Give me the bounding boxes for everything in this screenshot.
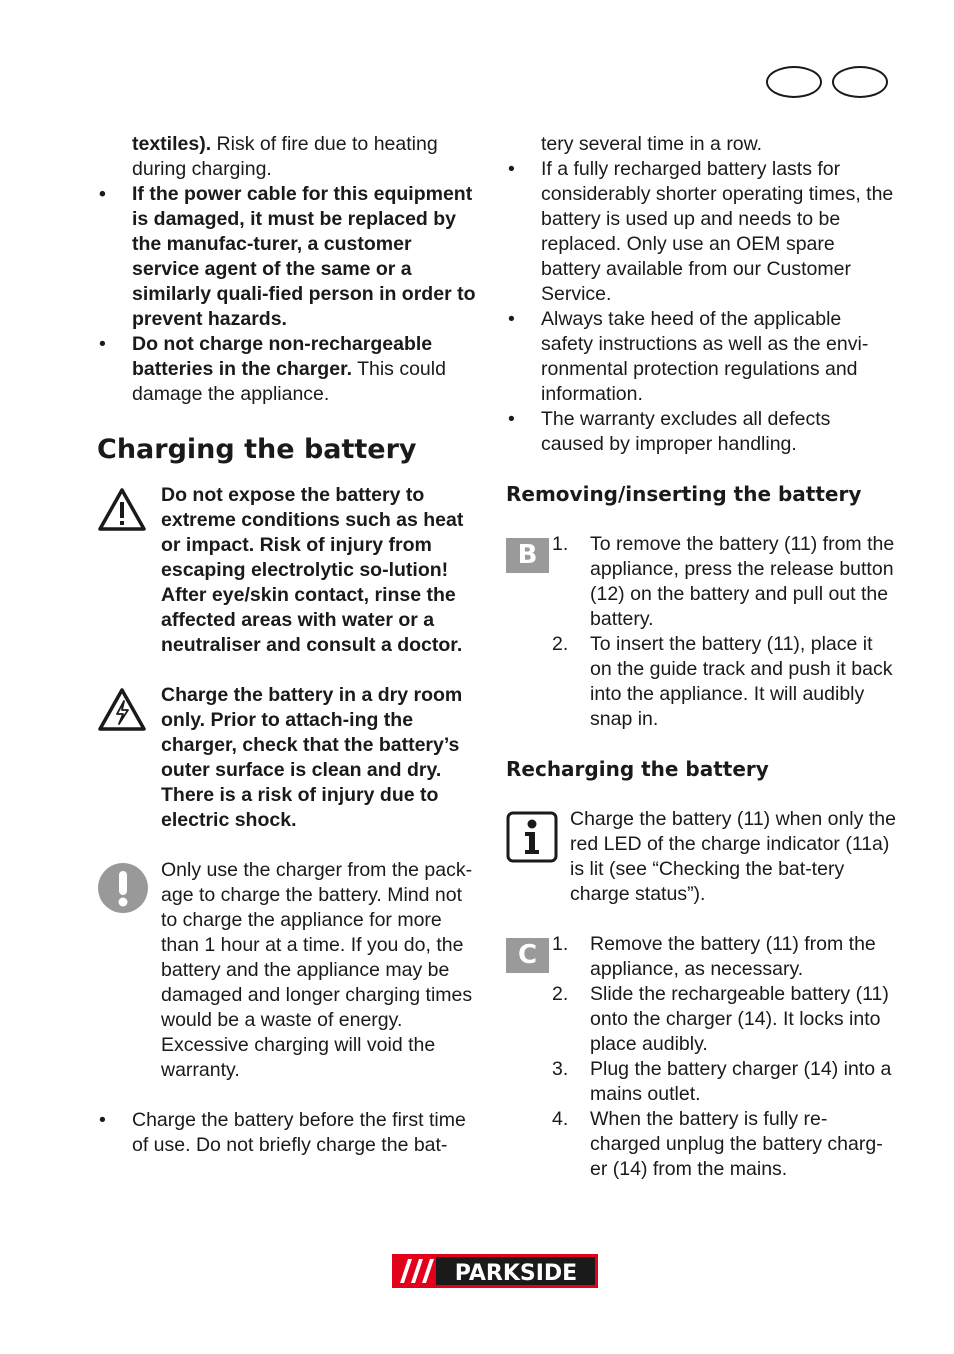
step-c1: 1. Remove the battery (11) from the appliance, as necessary. [552, 933, 876, 980]
bullet-power-cable: • If the power cable for this equipment is damaged, it must be replaced by the manufac-turer, a customer service agent of the same or a similarly quali-fied person in order to prevent hazards. [97, 182, 482, 332]
note-block-charger: Only use the charger from the pack-age to charge the battery. Mind not to charge the appliance for more than 1 hour at a time. If you do, the battery and the appliance may be damaged and longer charging times would be a waste of energy. Excessive charging will void the warranty. [97, 858, 482, 1083]
bullet-safety: • Always take heed of the applicable safety instructions as well as the envi-ronmental protection regulations and information. [506, 307, 896, 407]
steps-b [506, 532, 896, 732]
parkside-logo [392, 1254, 598, 1288]
step-c4: 4. When the battery is fully re-charged unplug the battery charg-er (14) from the mains. [552, 1108, 883, 1180]
info-icon [506, 811, 558, 868]
subheading-removing: Removing/inserting the battery [506, 482, 862, 506]
left-column [97, 132, 482, 1158]
continued-text-right: tery several time in a row. [541, 133, 763, 155]
language-oval-left [766, 66, 822, 98]
bullet-first-time: • Charge the battery before the first time of use. Do not briefly charge the bat- [97, 1108, 482, 1158]
continued-text: textiles). Risk of fire due to heating during charging. [132, 133, 438, 180]
step-c3: 3. Plug the battery charger (14) into a mains outlet. [552, 1058, 892, 1105]
section-heading: Charging the battery [97, 434, 417, 465]
electric-shock-icon [97, 687, 147, 738]
figure-tag-b: B [506, 538, 549, 573]
step-c2: 2. Slide the rechargeable battery (11) onto the charger (14). It locks into place audibly. [552, 983, 889, 1055]
steps-c [506, 932, 896, 1182]
bullet-battery-life: • If a fully recharged battery lasts for considerably shorter operating times, the battery is used up and needs to be replaced. Only use an OEM spare battery available from our Customer Service. [506, 157, 896, 307]
step-b2: 2. To insert the battery (11), place it on the guide track and push it back into the appliance. It will audibly snap in. [552, 633, 893, 730]
language-oval-right [832, 66, 888, 98]
warning-triangle-icon [97, 487, 147, 538]
bullet-warranty: • The warranty excludes all defects caused by improper handling. [506, 407, 896, 457]
warning-block-electric: Charge the battery in a dry room only. Prior to attach-ing the charger, check that the battery’s outer surface is clean and dry. There is a risk of injury due to electric shock. [97, 683, 482, 833]
step-b1: 1. To remove the battery (11) from the appliance, press the release button (12) on the battery and pull out the battery. [552, 533, 895, 630]
warning-block-extreme: Do not expose the battery to extreme conditions such as heat or impact. Risk of injury from escaping electrolytic so-lution! After eye/skin contact, rinse the affected areas with water or a neutraliser and consult a doctor. [97, 483, 482, 658]
subheading-recharging: Recharging the battery [506, 757, 769, 781]
figure-tag-c: C [506, 938, 549, 973]
exclamation-circle-icon [97, 862, 149, 919]
right-column [506, 132, 896, 1182]
logo-text: PARKSIDE [454, 1261, 578, 1286]
info-block: Charge the battery (11) when only the red LED of the charge indicator (11a) is lit (see “Checking the bat-tery charge status”). [506, 807, 896, 907]
bullet-non-rechargeable: • Do not charge non-rechargeable batteries in the charger. This could damage the appliance. [97, 332, 482, 407]
